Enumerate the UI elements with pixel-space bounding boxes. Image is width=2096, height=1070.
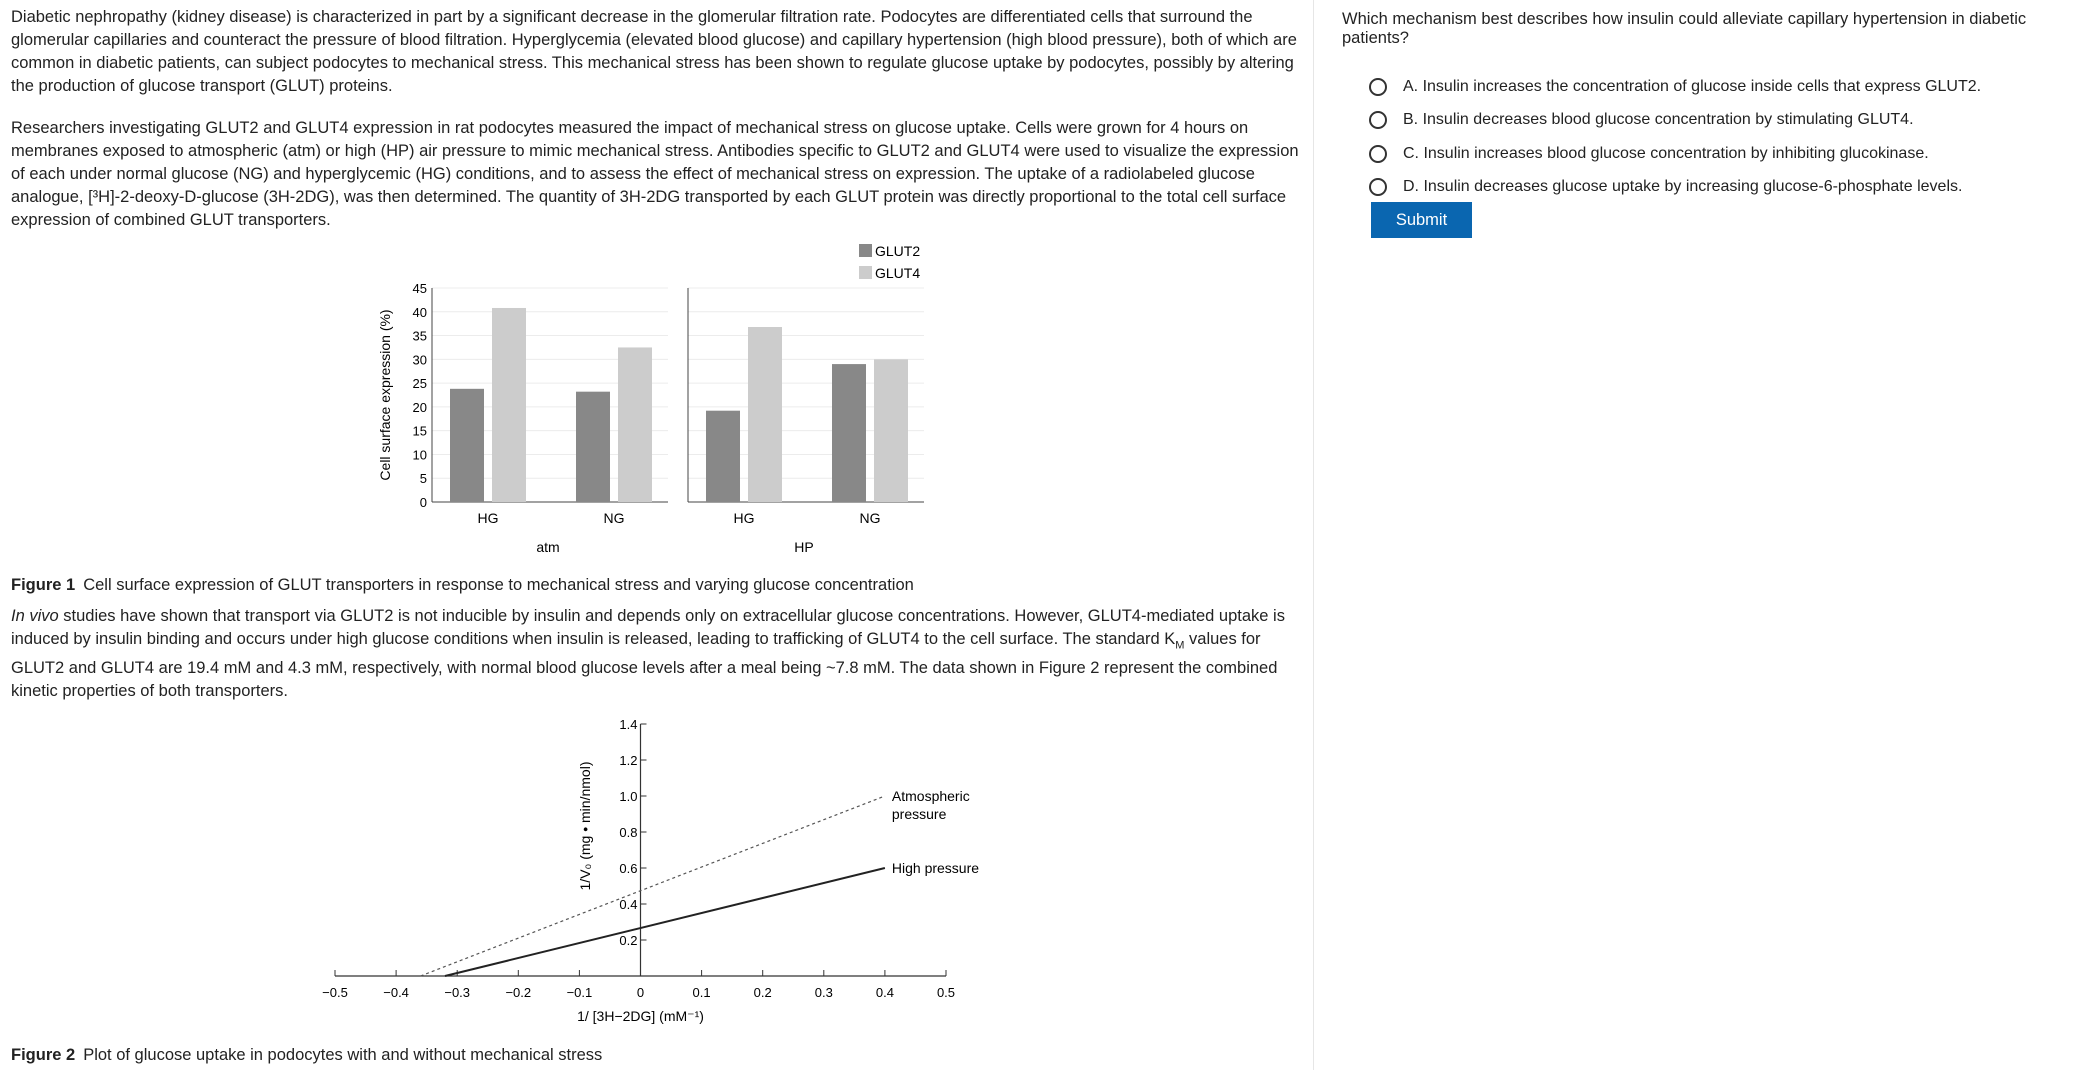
passage-paragraph-1: Diabetic nephropathy (kidney disease) is characterized in part by a significant decrease in the glomerular filtration rate. Podocytes are differentiated cells that surround the glomerular capillaries and counteract the pressure of blood filtration. Hyperglycemia (elevated blood glucose) and capillary hypertension (high blood pressure), both of which are common in diabetic patients, can subject podocytes to mechanical stress. This mechanical stress has been shown to regulate glucose uptake by podocytes, possibly by altering the production of glucose transport (GLUT) proteins.	[11, 8, 1297, 95]
x-category-label: HG	[733, 510, 755, 526]
figure-2-caption	[11, 1046, 602, 1065]
option-d-letter: D.	[1403, 178, 1419, 196]
radio-icon[interactable]	[1369, 78, 1387, 96]
figure-1-caption-text: Cell surface expression of GLUT transporters in response to mechanical stress and varying glucose concentration	[83, 576, 914, 594]
option-a[interactable]	[1369, 70, 2082, 104]
y-axis-label: Cell surface expression (%)	[377, 309, 393, 481]
x-tick-label: 0.4	[875, 985, 894, 1000]
question-panel	[1342, 0, 2082, 204]
option-d-text: Insulin decreases glucose uptake by increasing glucose-6-phosphate levels.	[1423, 178, 1963, 196]
option-a-text: Insulin increases the concentration of glucose inside cells that express GLUT2.	[1422, 77, 1982, 95]
y-tick-label: 0	[419, 495, 427, 510]
y-tick-label: 0.8	[619, 825, 638, 840]
option-d[interactable]	[1369, 171, 2082, 205]
x-tick-label: 0.3	[814, 985, 833, 1000]
bar-glut4-hp-ng	[874, 359, 908, 502]
in-vivo-text: In vivo	[11, 607, 59, 625]
x-tick-label: 0	[636, 985, 645, 1000]
bar-glut4-atm-hg	[492, 308, 526, 502]
y-tick-label: 40	[412, 304, 427, 320]
submit-button[interactable]: Submit	[1371, 202, 1472, 238]
option-c-letter: C.	[1403, 144, 1419, 162]
bar-glut4-hp-hg	[748, 327, 782, 502]
y-tick-label: 1.4	[619, 717, 638, 732]
series-label-atmospheric-pressure: pressure	[891, 806, 947, 822]
x-axis-label: 1/ [3H−2DG] (mM⁻¹)	[577, 1008, 704, 1024]
bar-glut2-hp-ng	[832, 364, 866, 502]
figure-2-caption-text: Plot of glucose uptake in podocytes with and without mechanical stress	[83, 1046, 603, 1064]
option-b-letter: B.	[1403, 111, 1419, 129]
option-b-text: Insulin decreases blood glucose concentration by stimulating GLUT4.	[1422, 111, 1914, 129]
x-category-label: NG	[603, 510, 625, 526]
x-tick-label: −0.5	[322, 985, 348, 1000]
option-c-text: Insulin increases blood glucose concentration by inhibiting glucokinase.	[1423, 144, 1929, 162]
x-category-label: NG	[859, 510, 881, 526]
option-a-letter: A.	[1403, 77, 1419, 95]
figure-2-label: Figure 2	[11, 1046, 76, 1064]
x-tick-label: −0.1	[566, 985, 593, 1000]
passage	[11, 0, 1301, 232]
series-label-atmospheric-pressure: Atmospheric	[891, 788, 970, 804]
legend-swatch-glut4	[859, 266, 872, 279]
y-tick-label: 0.6	[619, 861, 638, 876]
x-group-label: HP	[794, 539, 814, 555]
y-tick-label: 45	[412, 281, 427, 296]
series-label-high-pressure: High pressure	[891, 860, 980, 876]
x-tick-label: 0.1	[692, 985, 711, 1000]
radio-icon[interactable]	[1369, 178, 1387, 196]
paragraph-3-tail: values for GLUT2 and GLUT4 are 19.4 mM and 4.3 mM, respectively, with normal blood glucose levels after a meal being ~7.8 mM. The data shown in Figure 2 represent the combined kinetic properties of both transporters.	[11, 630, 1278, 701]
y-tick-label: 10	[412, 447, 427, 463]
answer-options	[1342, 70, 2082, 204]
panel-divider	[1313, 0, 1314, 1070]
x-group-label: atm	[536, 539, 560, 555]
x-tick-label: 0.2	[753, 985, 772, 1000]
x-tick-label: −0.4	[383, 985, 409, 1000]
passage-paragraph-3	[11, 605, 1301, 703]
x-tick-label: 0.5	[936, 985, 956, 1000]
y-tick-label: 25	[412, 376, 427, 392]
y-tick-label: 0.2	[619, 933, 638, 948]
bar-glut2-hp-hg	[706, 411, 740, 502]
radio-icon[interactable]	[1369, 145, 1387, 163]
question-text: Which mechanism best describes how insulin could alleviate capillary hypertension in diabetic patients?	[1342, 10, 2027, 47]
series-line-high-pressure	[445, 868, 885, 976]
bar-glut2-atm-ng	[576, 392, 610, 502]
y-tick-label: 5	[419, 471, 427, 487]
y-tick-label: 15	[412, 423, 427, 439]
x-category-label: HG	[477, 510, 499, 526]
passage-paragraph-2: Researchers investigating GLUT2 and GLUT4 expression in rat podocytes measured the impact of mechanical stress on glucose uptake. Cells were grown for 4 hours on membranes exposed to atmospheric (atm) or high (HP) air pressure to mimic mechanical stress. Antibodies specific to GLUT2 and GLUT4 were used to visualize the expression of each under normal glucose (NG) and hyperglycemic (HG) conditions, and to assess the effect of mechanical stress on expression. The uptake of a radiolabeled glucose analogue, [³H]-2-deoxy-D-glucose (3H-2DG), was then determined. The quantity of 3H-2DG transported by each GLUT protein was directly proportional to the total cell surface expression of combined GLUT transporters.	[11, 119, 1299, 229]
legend-label-glut2: GLUT2	[875, 243, 921, 259]
figure-1-caption	[11, 576, 914, 595]
y-axis-label: 1/V₀ (mg • min/nmol)	[577, 761, 593, 891]
bar-glut4-atm-ng	[618, 347, 652, 502]
legend-swatch-glut2	[859, 244, 872, 257]
figure-1-bar-chart	[0, 230, 1000, 570]
figure-1-label: Figure 1	[11, 576, 76, 594]
legend-label-glut4: GLUT4	[875, 265, 921, 281]
y-tick-label: 0.4	[619, 897, 638, 912]
x-tick-label: −0.2	[505, 985, 532, 1000]
paragraph-3-text: studies have shown that transport via GLUT2 is not inducible by insulin and depends only on extracellular glucose concentrations. However, GLUT4-mediated uptake is induced by insulin binding and occurs under high glucose conditions when insulin is released, leading to trafficking of GLUT4 to the cell surface. The standard K	[11, 607, 1285, 648]
bar-glut2-atm-hg	[450, 389, 484, 502]
y-tick-label: 1.0	[619, 789, 638, 804]
option-c[interactable]	[1369, 137, 2082, 171]
figure-2-lineweaver-burk-plot	[0, 700, 1100, 1040]
y-tick-label: 30	[412, 352, 427, 368]
y-tick-label: 35	[412, 328, 427, 344]
x-tick-label: −0.3	[444, 985, 471, 1000]
radio-icon[interactable]	[1369, 111, 1387, 129]
option-b[interactable]	[1369, 104, 2082, 138]
km-subscript: M	[1175, 639, 1185, 652]
y-tick-label: 20	[412, 399, 427, 415]
y-tick-label: 1.2	[619, 753, 638, 768]
